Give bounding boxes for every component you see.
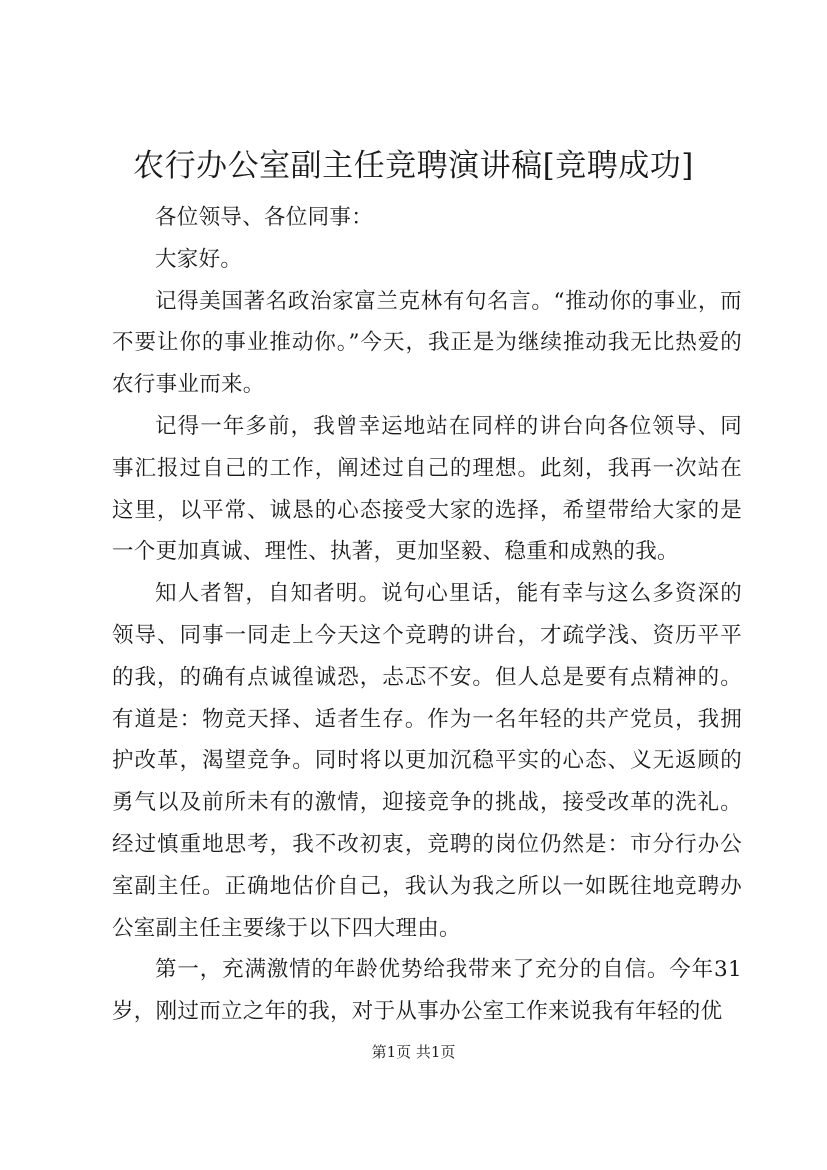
- greeting-paragraph: 大家好。: [155, 246, 243, 272]
- page-number-footer: 第1页 共1页: [371, 1043, 456, 1061]
- body-paragraph: 记得一年多前，我曾幸运地站在同样的讲台向各位领导、同事汇报过自己的工作，阐述过自己的理想。此刻，我再一次站在这里，以平常、诚恳的心态接受大家的选择，希望带给大家的是一个更加真诚、理性、执著，更加坚毅、稳重和成熟的我。: [112, 413, 742, 565]
- body-paragraph: 记得美国著名政治家富兰克林有句名言。“推动你的事业，而不要让你的事业推动你。”今天，我正是为继续推动我无比热爱的农行事业而来。: [112, 288, 742, 398]
- document-title: 农行办公室副主任竞聘演讲稿[竞聘成功]: [133, 148, 694, 184]
- body-paragraph: 第一，充满激情的年龄优势给我带来了充分的自信。今年31岁，刚过而立之年的我，对于从事办公室工作来说我有年轻的优: [112, 957, 742, 1025]
- body-paragraph: 知人者智，自知者明。说句心里话，能有幸与这么多资深的领导、同事一同走上今天这个竞聘的讲台，才疏学浅、资历平平的我，的确有点诚徨诚恐，忐忑不安。但人总是要有点精神的。有道是：物竞天择、适者生存。作为一名年轻的共产党员，我拥护改革，渴望竞争。同时将以更加沉稳平实的心态、义无返顾的勇气以及前所未有的激情，迎接竞争的挑战，接受改革的洗礼。经过慎重地思考，我不改初衷，竞聘的岗位仍然是：市分行办公室副主任。正确地估价自己，我认为我之所以一如既往地竞聘办公室副主任主要缘于以下四大理由。: [112, 581, 742, 941]
- document-body: [112, 197, 742, 1033]
- salutation-paragraph: 各位领导、各位同事：: [155, 205, 374, 230]
